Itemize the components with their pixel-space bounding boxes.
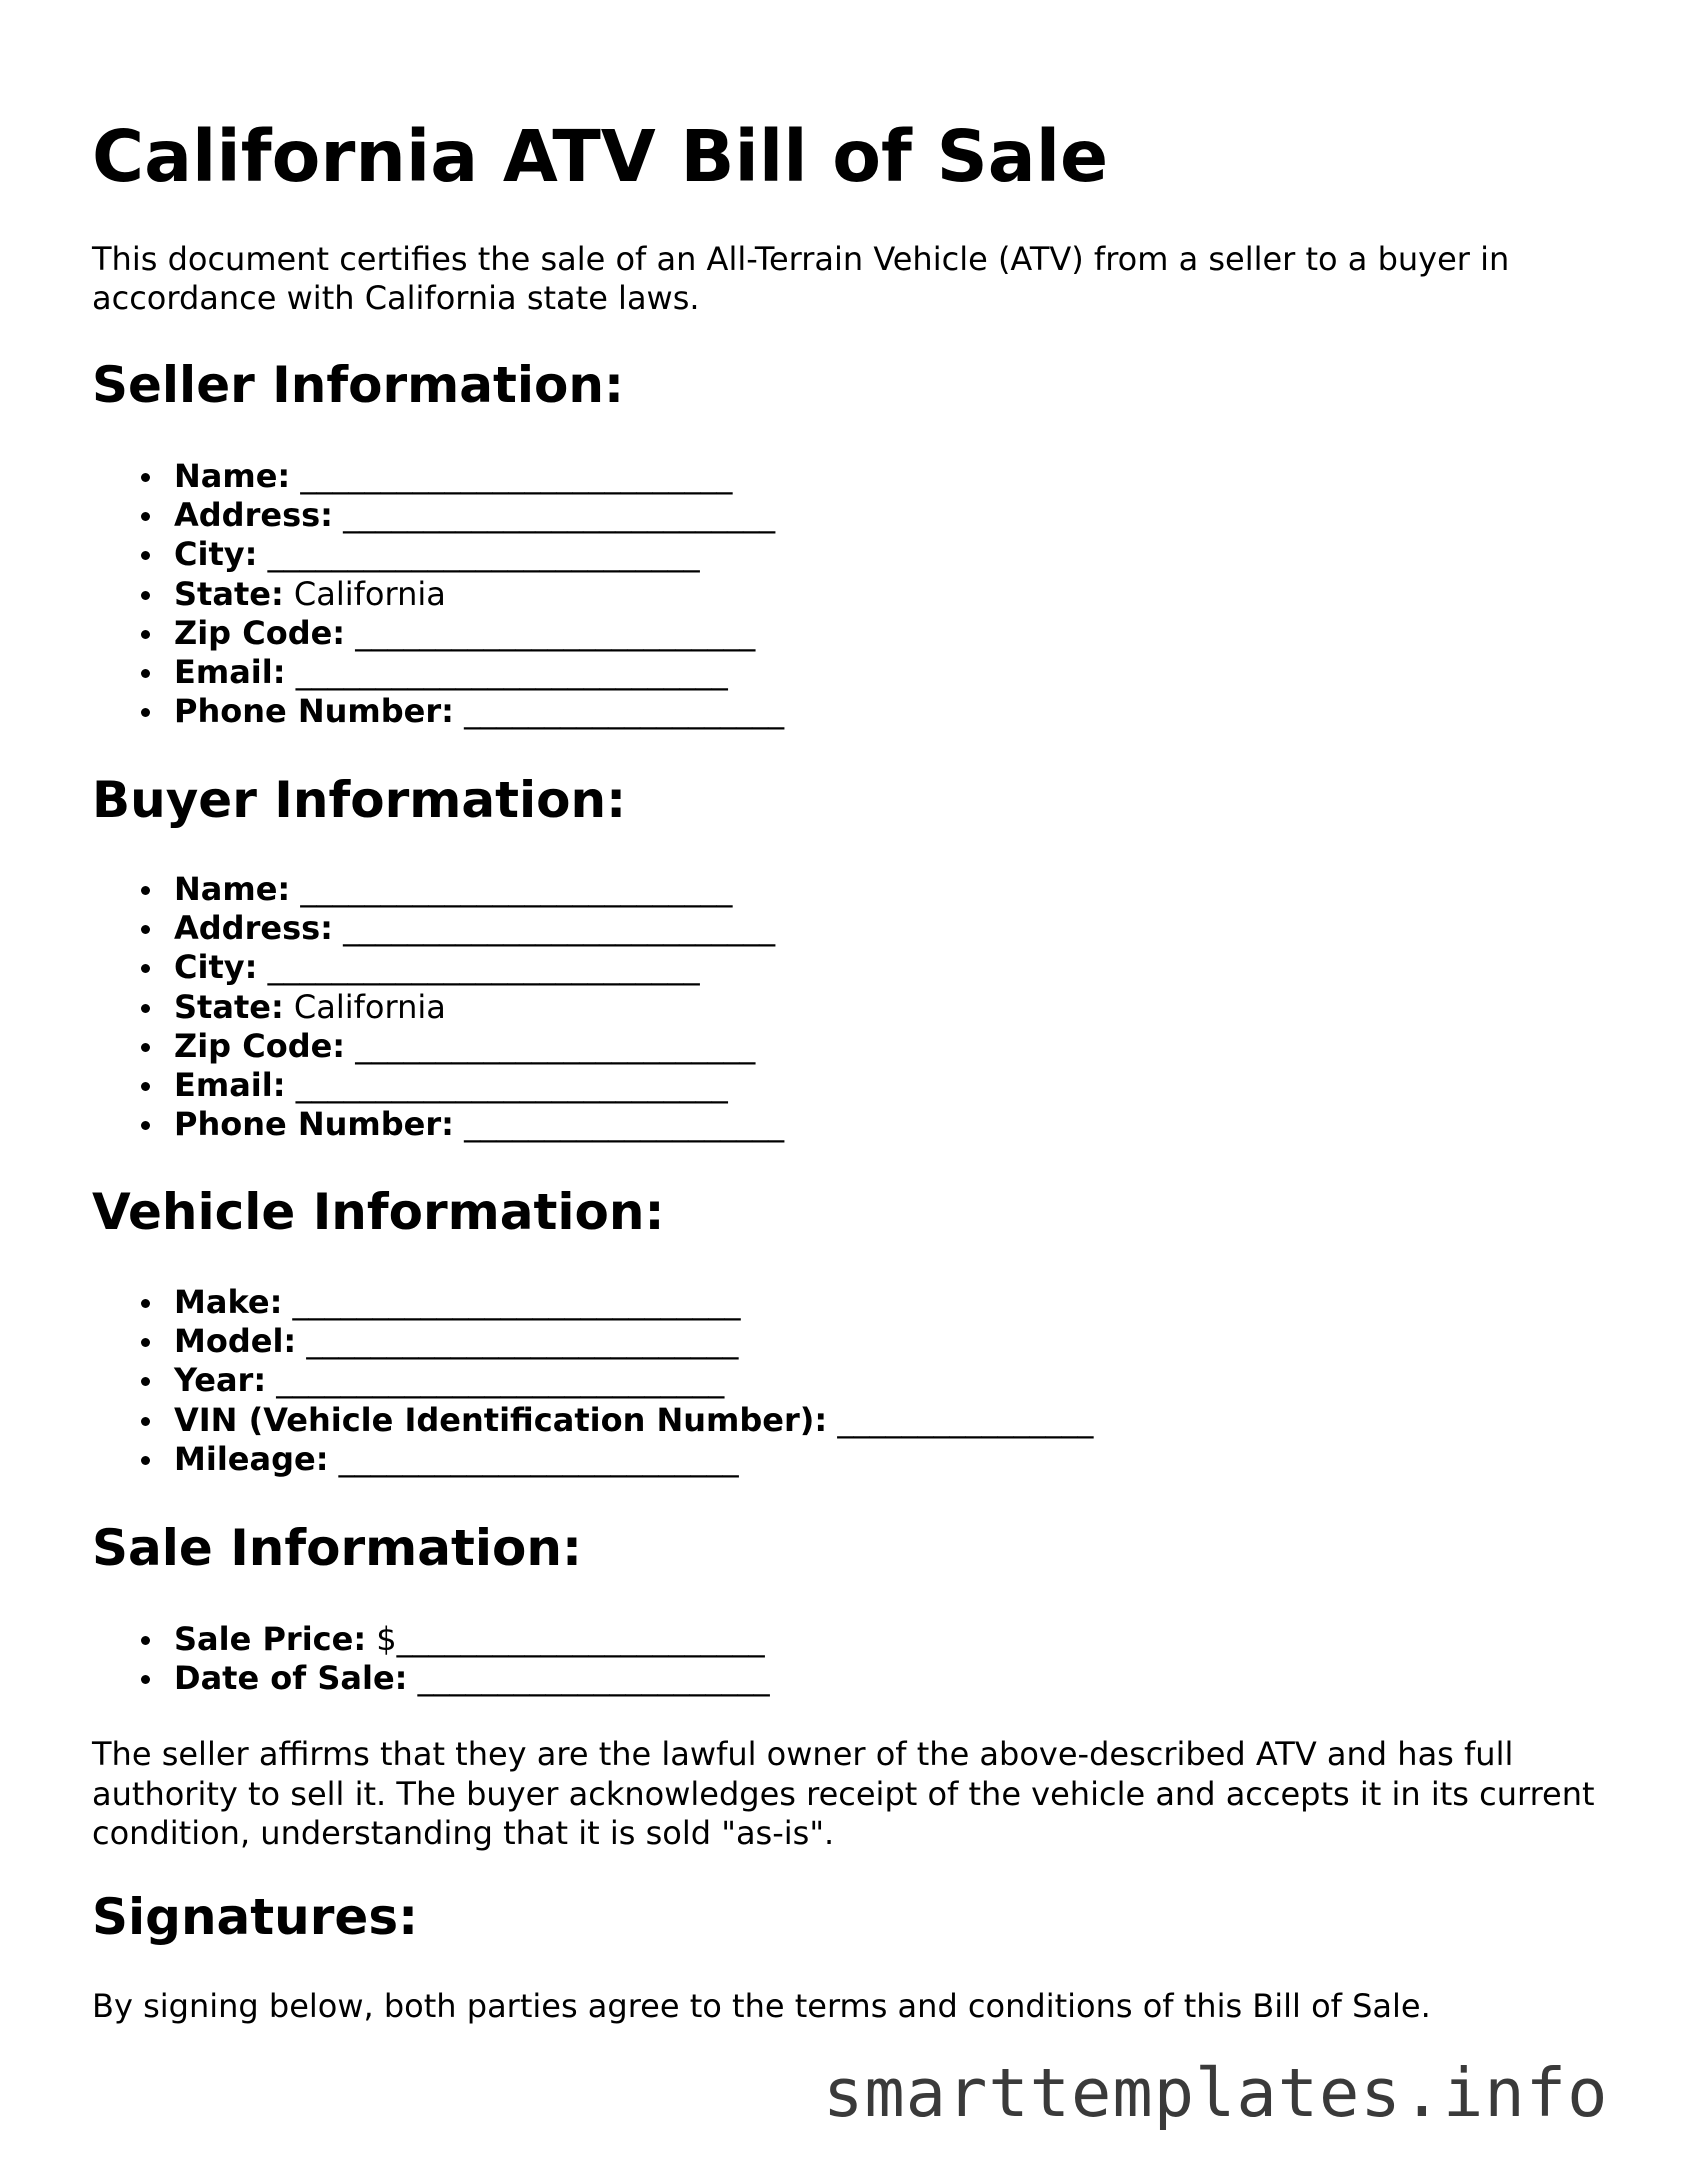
- vehicle-model-field: Model: ___________________________: [174, 1322, 1093, 1361]
- seller-state-field: State: California: [174, 575, 784, 614]
- watermark: smarttemplates.info: [823, 2054, 1609, 2132]
- vehicle-mileage-field: Mileage: _________________________: [174, 1440, 1093, 1479]
- vehicle-heading: Vehicle Information:: [92, 1183, 665, 1241]
- buyer-state-field: State: California: [174, 988, 784, 1027]
- seller-zip-field: Zip Code: _________________________: [174, 614, 784, 653]
- buyer-phone-field: Phone Number: ____________________: [174, 1105, 785, 1144]
- intro-paragraph: This document certifies the sale of an All-Terrain Vehicle (ATV) from a seller to a buyer in accordance with California state laws.: [92, 240, 1510, 317]
- seller-phone-field: Phone Number: ____________________: [174, 692, 785, 731]
- buyer-field-list: [92, 870, 784, 1144]
- buyer-name-field: Name: ___________________________: [174, 870, 784, 909]
- seller-city-field: City: ___________________________: [174, 535, 784, 574]
- buyer-city-field: City: ___________________________: [174, 948, 784, 987]
- sale-date-field: Date of Sale: ______________________: [174, 1659, 770, 1698]
- vehicle-make-field: Make: ____________________________: [174, 1283, 1093, 1322]
- signatures-heading: Signatures:: [92, 1888, 419, 1946]
- page-title: California ATV Bill of Sale: [92, 115, 1109, 198]
- buyer-email-field: Email: ___________________________: [174, 1066, 784, 1105]
- signatures-paragraph: By signing below, both parties agree to the terms and conditions of this Bill of Sale.: [92, 1987, 1431, 2025]
- seller-email-field: Email: ___________________________: [174, 653, 784, 692]
- affirmation-paragraph: The seller affirms that they are the lawful owner of the above-described ATV and has full authority to sell it. The buyer acknowledges receipt of the vehicle and accepts it in its current condition, understanding that it is sold "as-is".: [92, 1735, 1595, 1852]
- vehicle-field-list: [92, 1283, 1093, 1479]
- buyer-address-field: Address: ___________________________: [174, 909, 784, 948]
- seller-name-field: Name: ___________________________: [174, 457, 784, 496]
- buyer-heading: Buyer Information:: [92, 771, 627, 829]
- vehicle-year-field: Year: ____________________________: [174, 1361, 1093, 1400]
- sale-field-list: [92, 1620, 770, 1698]
- seller-heading: Seller Information:: [92, 356, 624, 414]
- seller-field-list: [92, 457, 784, 731]
- sale-price-field: Sale Price: $_______________________: [174, 1620, 770, 1659]
- sale-heading: Sale Information:: [92, 1519, 582, 1577]
- seller-address-field: Address: ___________________________: [174, 496, 784, 535]
- vehicle-vin-field: VIN (Vehicle Identification Number): ________________: [174, 1400, 1094, 1439]
- buyer-zip-field: Zip Code: _________________________: [174, 1027, 784, 1066]
